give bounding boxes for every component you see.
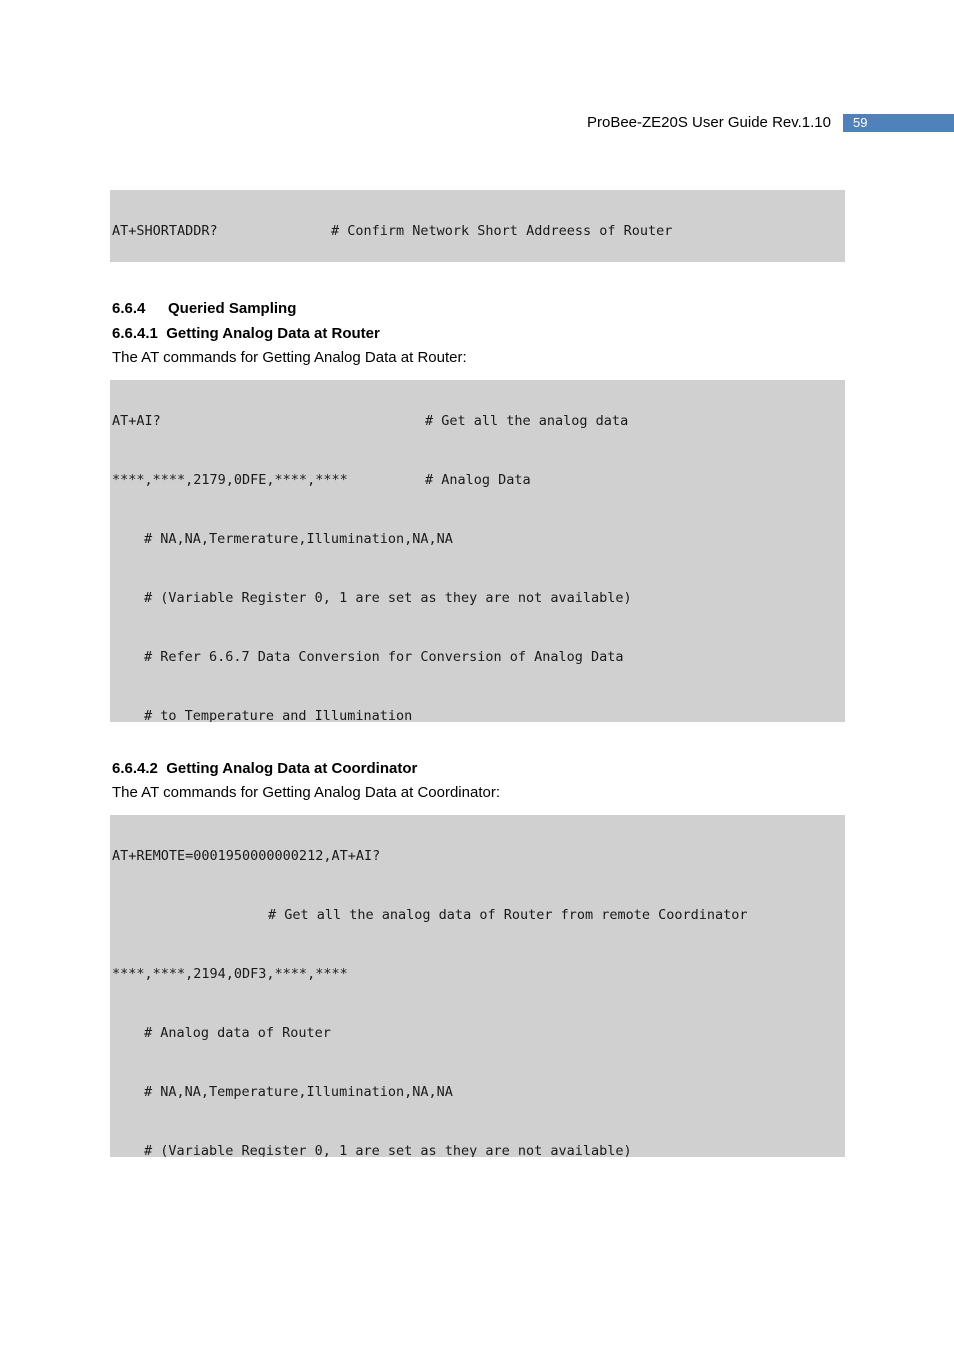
code-line <box>110 906 845 933</box>
code-command: AT+SHORTADDR? <box>112 223 218 239</box>
code-line <box>110 1083 845 1110</box>
code-line <box>110 1142 845 1157</box>
code-block-coordinator-analog <box>110 815 845 1157</box>
code-comment: # to Temperature and Illumination <box>144 708 413 722</box>
code-command: ****,****,2194,0DF3,****,**** <box>112 966 348 982</box>
code-line <box>110 847 845 874</box>
code-comment: # Confirm Network Short Addreess of Router <box>331 223 673 239</box>
section-heading-6-6-4-2: 6.6.4.2 Getting Analog Data at Coordinator <box>112 760 418 777</box>
code-line <box>110 530 845 557</box>
section-number: 6.6.4 <box>112 300 146 317</box>
section-title: Queried Sampling <box>168 300 297 317</box>
code-comment: # (Variable Register 0, 1 are set as they are not available) <box>144 590 632 606</box>
section-intro-router: The AT commands for Getting Analog Data at Router: <box>112 349 467 366</box>
code-comment: # NA,NA,Termerature,Illumination,NA,NA <box>144 531 453 547</box>
code-comment: # Refer 6.6.7 Data Conversion for Conversion of Analog Data <box>144 649 624 665</box>
code-line <box>110 648 845 675</box>
code-line <box>110 707 845 722</box>
code-comment: # Analog Data <box>425 472 531 488</box>
code-line <box>110 412 845 439</box>
page-header <box>587 114 954 132</box>
code-line <box>110 1024 845 1051</box>
code-comment: # NA,NA,Temperature,Illumination,NA,NA <box>144 1084 453 1100</box>
page-number: 59 <box>843 114 954 132</box>
code-command: AT+REMOTE=0001950000000212,AT+AI? <box>112 848 381 864</box>
code-block-router-analog <box>110 380 845 722</box>
code-line <box>110 222 845 249</box>
code-block-shortaddr <box>110 190 845 262</box>
section-heading-6-6-4 <box>112 300 296 318</box>
code-comment: # (Variable Register 0, 1 are set as they are not available) <box>144 1143 632 1157</box>
document-title: ProBee-ZE20S User Guide Rev.1.10 <box>586 114 831 131</box>
code-command: ****,****,2179,0DFE,****,**** <box>112 472 348 488</box>
section-intro-coordinator: The AT commands for Getting Analog Data at Coordinator: <box>112 784 500 801</box>
code-line <box>110 589 845 616</box>
code-line <box>110 471 845 498</box>
code-comment: # Analog data of Router <box>144 1025 331 1041</box>
code-line <box>110 965 845 992</box>
code-comment: # Get all the analog data <box>425 413 629 429</box>
section-heading-6-6-4-1: 6.6.4.1 Getting Analog Data at Router <box>112 325 380 342</box>
code-comment: # Get all the analog data of Router from remote Coordinator <box>268 907 748 923</box>
code-command: AT+AI? <box>112 413 161 429</box>
